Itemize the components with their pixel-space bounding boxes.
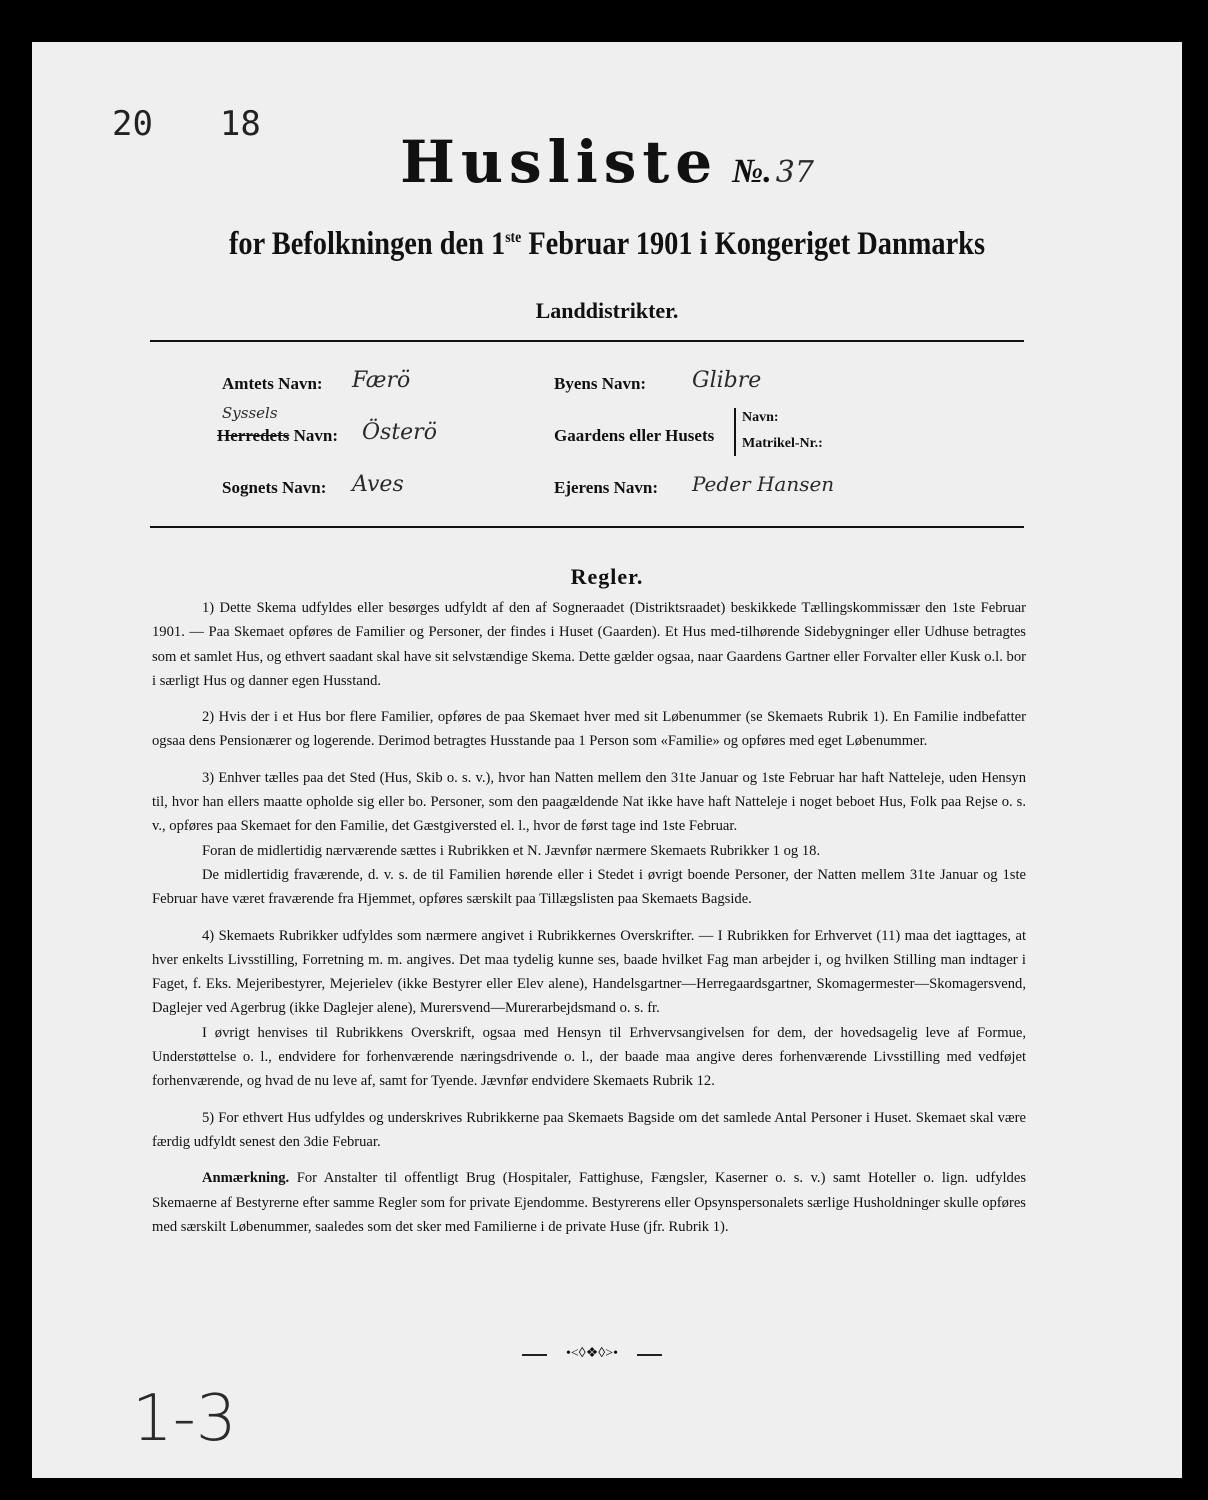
note xyxy=(152,1166,1026,1239)
rule-4-oevrigt: I øvrigt henvises til Rubrikkens Overskrift, ogsaa med Hensyn til Erhvervsangivelsen for dem, der hovedsagelig leve af Formue, Understøttelse o. l., endvidere for forhenværende næringsdrivende o. l., der baade maa angive deres forhenværende Livsstilling med vedføjet forhenværende, og hvad de nu leve af, samt for Tyende. Jævnfør endvidere Skemaets Rubrik 12. xyxy=(152,1024,1026,1090)
rule-3: 3) Enhver tælles paa det Sted (Hus, Skib o. s. v.), hvor han Natten mellem den 31te Januar og 1ste Februar har haft Natteleje, uden Hensyn til, hvor han ellers maatte opholde sig eller bo. Personer, som den paagældende Nat ikke have haft Natteleje i noget beboet Hus, Folk paa Rejse o. s. v., opføres paa Skemaet for den Familie, det Gæstgiversted el. l., hvor de først tage ind 1ste Februar. xyxy=(152,769,1026,835)
amt-value: Færö xyxy=(352,368,411,393)
list-number: 37 xyxy=(775,155,814,190)
rule-4: 4) Skemaets Rubrikker udfyldes som nærmere angivet i Rubrikkernes Overskrifter. — I Rubrikken for Erhvervet (11) maa det iagttages, at hver enkelts Livsstilling, Forretning m. m. angives. Det maa tydelig kunne ses, baade hvilket Fag man arbejder i, og hvilken Stilling man indtager i Faget, f. Eks. Mejeribestyrer, Mejerielev (ikke Bestyrer eller Elev alene), Handelsgartner—Herregaardsgartner, Skomagermester—Skomagersvend, Daglejer ved Agerbrug (ikke Daglejer alene), Murersvend—Murerarbejdsmand o. s. fr. xyxy=(152,927,1026,1017)
subtitle-sup: ste xyxy=(505,229,522,246)
rule-3-fravaerende: De midlertidig fraværende, d. v. s. de til Familien hørende eller i Stedet i øvrigt boende Personer, der Natten mellem 31te Januar og 1ste Februar have været fraværende fra Hjemmet, opføres særskilt paa Tillægslisten paa Skemaets Bagside. xyxy=(152,866,1026,908)
rule-5: 5) For ethvert Hus udfyldes og underskrives Rubrikkerne paa Skemaets Bagside om det samlede Antal Personer i Huset. Skemaet skal være færdig udfyldt senest den 3die Februar. xyxy=(152,1109,1026,1150)
sogn-label: Sognets Navn: xyxy=(222,478,327,497)
gaard-label: Gaardens eller Husets xyxy=(554,426,715,445)
by-value: Glibre xyxy=(692,368,762,393)
rule-2: 2) Hvis der i et Hus bor flere Familier, opføres de paa Skemaet hver med sit Løbenummer (se Skemaets Rubrik 1). En Familie indbefatter ogsaa dens Pensionærer og logerende. Derimod betragtes Husstande paa 1 Person som «Familie» og opføres med eget Løbenummer. xyxy=(152,709,1026,750)
census-form-page xyxy=(32,42,1182,1478)
page-subtitle xyxy=(113,226,1102,263)
ornament: •<◊❖◊>• xyxy=(547,1345,637,1362)
district-type: Landdistrikter. xyxy=(535,298,679,323)
gaard-matr-label: Matrikel-Nr.: xyxy=(742,436,823,451)
gaard-navn-label: Navn: xyxy=(742,410,779,425)
herred-label: Navn: xyxy=(293,426,339,445)
stamp-left: 20 xyxy=(112,104,153,144)
subtitle-post: Februar 1901 i Kongeriget Danmarks xyxy=(521,226,986,262)
stamp-right: 18 xyxy=(219,104,261,144)
ejer-label: Ejerens Navn: xyxy=(554,478,659,497)
note-text: For Anstalter til offentligt Brug (Hospitaler, Fattighuse, Fængsler, Kaserner o. s. v.) samt Hoteller o. lign. udfyldes Skemaerne af Bestyrerne efter samme Regler som for private Ejendomme. Bestyrerens eller Opsynspersonalets særlige Husholdninger skulle opføres med særskilt Løbenummer, saaledes som det sker med Familierne i de private Huse (jfr. Rubrik 1). xyxy=(152,1170,1026,1235)
note-label: Anmærkning. xyxy=(202,1170,290,1187)
title-main: Husliste xyxy=(400,128,719,196)
sogn-value: Aves xyxy=(352,472,404,497)
by-label: Byens Navn: xyxy=(554,374,647,393)
rule-1: 1) Dette Skema udfyldes eller besørges udfyldt af den af Sogneraadet (Distriktsraadet) beskikkede Tællingskommissær den 1ste Februar 1901. — Paa Skemaet opføres de Familier og Personer, der findes i Huset (Gaarden). Et Hus med-tilhørende Sidebygninger eller Udhuse betragtes som et samlet Hus, og ethvert saadant skal have sit selvstændige Skema. Dette gælder ogsaa, naar Gaardens Gartner eller Forvalter eller Kusk o.l. bor i særligt Hus og danner egen Husstand. xyxy=(152,600,1026,689)
top-divider xyxy=(150,340,1024,342)
page-title xyxy=(32,128,1182,196)
rules-body xyxy=(152,596,1026,1251)
herred-struck: Herredets xyxy=(217,426,290,445)
title-no-label: №. xyxy=(732,153,772,190)
herred-handwritten: Syssels xyxy=(222,404,278,422)
herred-label-row xyxy=(217,426,338,446)
gaard-bracket xyxy=(734,408,736,456)
ejer-value: Peder Hansen xyxy=(692,472,835,496)
rules-heading: Regler. xyxy=(570,564,644,589)
amt-label: Amtets Navn: xyxy=(222,374,323,393)
subtitle-pre: for Befolkningen den 1 xyxy=(228,226,506,262)
mid-divider xyxy=(150,526,1024,528)
rule-3-foran: Foran de midlertidig nærværende sættes i Rubrikken et N. Jævnfør nærmere Skemaets Rubrikker 1 og 18. xyxy=(202,842,821,859)
herred-value: Österö xyxy=(362,420,437,445)
corner-note: 1-3 xyxy=(132,1382,237,1456)
